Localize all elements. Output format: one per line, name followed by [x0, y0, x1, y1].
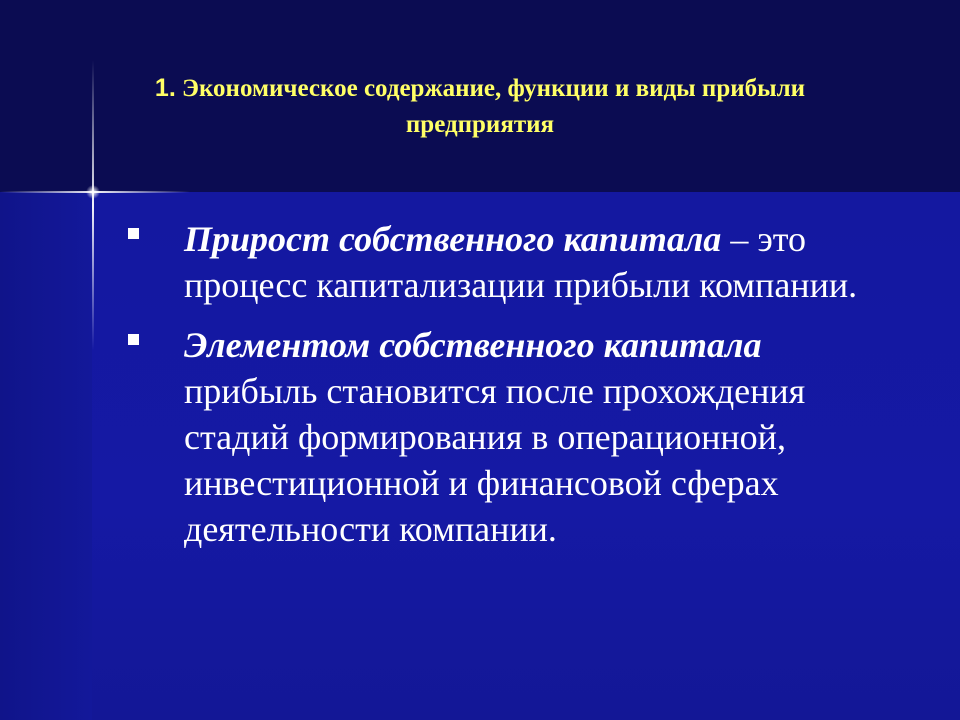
bullet-item — [122, 216, 902, 308]
left-strip — [0, 192, 92, 720]
bullet-list — [122, 216, 902, 566]
bullet-lead: Элементом собственного капитала — [184, 325, 762, 365]
bullet-lead: Прирост собственного капитала — [184, 219, 722, 259]
slide-title — [100, 70, 860, 143]
bullet-text: прибыль становится после прохождения стадий формирования в операционной, инвестиционной и финансовой сферах деятельности компании. — [184, 371, 806, 549]
square-bullet-icon — [128, 334, 139, 345]
bullet-text: – это процесс капитализации прибыли компании. — [184, 219, 858, 305]
title-number: 1. — [154, 74, 176, 102]
bullet-item — [122, 322, 902, 552]
title-text: Экономическое содержание, функции и виды прибыли предприятия — [182, 75, 806, 138]
square-bullet-icon — [128, 228, 139, 239]
